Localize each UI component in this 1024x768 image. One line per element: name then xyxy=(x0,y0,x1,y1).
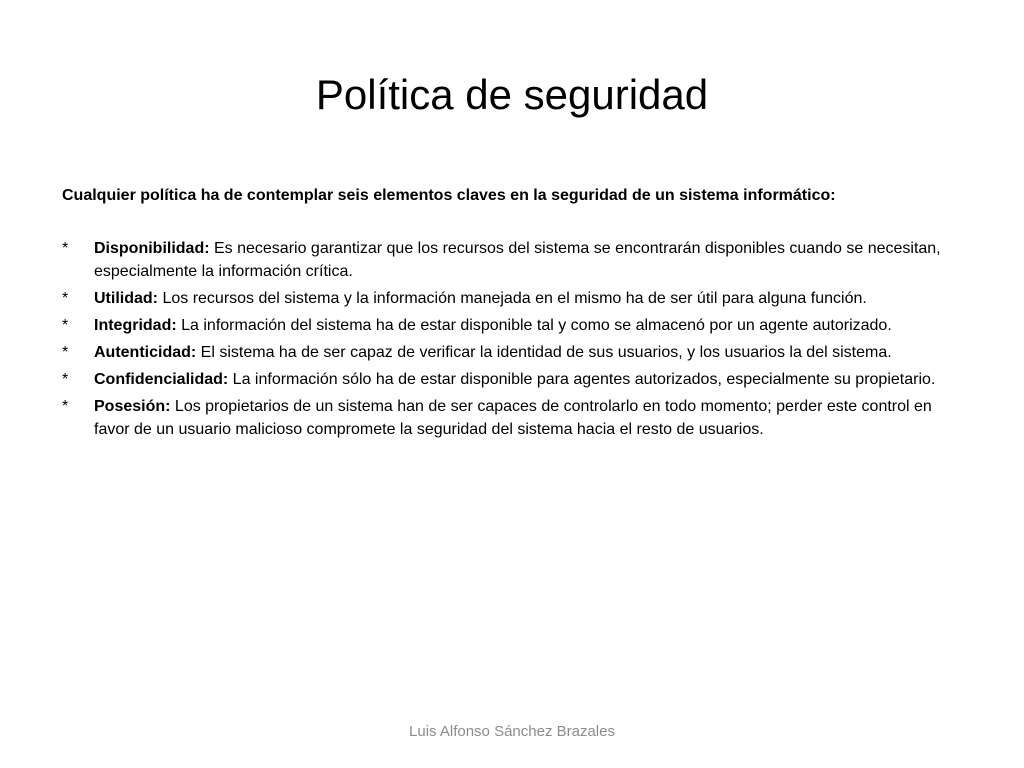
bullet-item-posesion xyxy=(62,395,962,441)
bullet-item-integridad xyxy=(62,314,962,337)
bullet-term: Autenticidad: xyxy=(94,344,197,361)
bullet-term: Utilidad: xyxy=(94,290,158,307)
bullet-text: La información sólo ha de estar disponible para agentes autorizados, especialmente su propietario. xyxy=(228,371,936,388)
bullet-marker: * xyxy=(62,371,69,388)
slide-title: Política de seguridad xyxy=(315,71,709,118)
bullet-marker: * xyxy=(62,317,69,334)
bullet-text: Los propietarios de un sistema han de ser capaces de controlarlo en todo momento; perder este control en favor de un usuario malicioso compromete la seguridad del sistema hacia el resto de usuarios. xyxy=(94,398,932,438)
bullet-item-autenticidad xyxy=(62,341,962,364)
bullet-item-disponibilidad xyxy=(62,237,962,283)
bullet-text: Los recursos del sistema y la información manejada en el mismo ha de ser útil para alguna función. xyxy=(158,290,867,307)
bullet-term: Posesión: xyxy=(94,398,171,415)
bullet-text: El sistema ha de ser capaz de verificar la identidad de sus usuarios, y los usuarios la del sistema. xyxy=(196,344,892,361)
bullet-term: Confidencialidad: xyxy=(94,371,229,388)
bullet-marker: * xyxy=(62,290,69,307)
bullet-item-confidencialidad xyxy=(62,368,962,391)
bullet-item-utilidad xyxy=(62,287,962,310)
bullet-marker: * xyxy=(62,398,69,415)
bullet-text: Es necesario garantizar que los recursos del sistema se encontrarán disponibles cuando se necesitan, especialmente la información crítica. xyxy=(94,240,941,280)
bullet-text: La información del sistema ha de estar disponible tal y como se almacenó por un agente autorizado. xyxy=(176,317,892,334)
bullet-term: Integridad: xyxy=(94,317,177,334)
bullet-marker: * xyxy=(62,240,69,257)
bullet-list xyxy=(62,237,962,445)
slide-footer: Luis Alfonso Sánchez Brazales xyxy=(409,723,615,740)
bullet-marker: * xyxy=(62,344,69,361)
intro-text: Cualquier política ha de contemplar seis elementos claves en la seguridad de un sistema informático: xyxy=(62,187,836,204)
bullet-term: Disponibilidad: xyxy=(94,240,210,257)
